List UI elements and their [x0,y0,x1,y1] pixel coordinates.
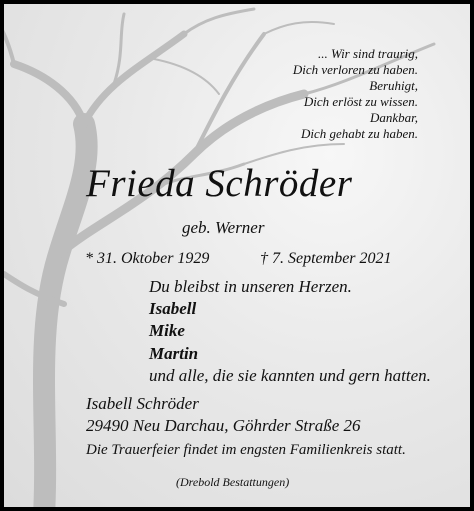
birth-name: geb. Werner [182,218,265,237]
deceased-name: Frieda Schröder [86,162,353,205]
poem-line: Dich verloren zu haben. [292,62,418,77]
contact-address: 29490 Neu Darchau, Göhrder Straße 26 [86,416,361,435]
mourner-name: Martin [149,344,199,363]
contact-name: Isabell Schröder [86,394,199,413]
closing-line: und alle, die sie kannten und gern hatten. [149,366,431,385]
birth-date: * 31. Oktober 1929 [85,250,210,267]
mourner-name: Isabell [149,299,197,318]
undertaker-name: (Drebold Bestattungen) [176,475,290,489]
poem-line: Dich erlöst zu wissen. [303,94,418,109]
poem-line: Dich gehabt zu haben. [301,126,418,141]
poem-line: Beruhigt, [369,78,418,93]
ceremony-note: Die Trauerfeier findet im engsten Familienkreis statt. [86,442,406,458]
poem-verse [293,46,418,142]
mourner-name: Mike [149,321,185,340]
poem-line: Dankbar, [369,110,418,125]
remembrance-message: Du bleibst in unseren Herzen. [149,277,352,296]
death-date: † 7. September 2021 [260,250,392,267]
poem-line: ... Wir sind traurig, [317,46,418,61]
